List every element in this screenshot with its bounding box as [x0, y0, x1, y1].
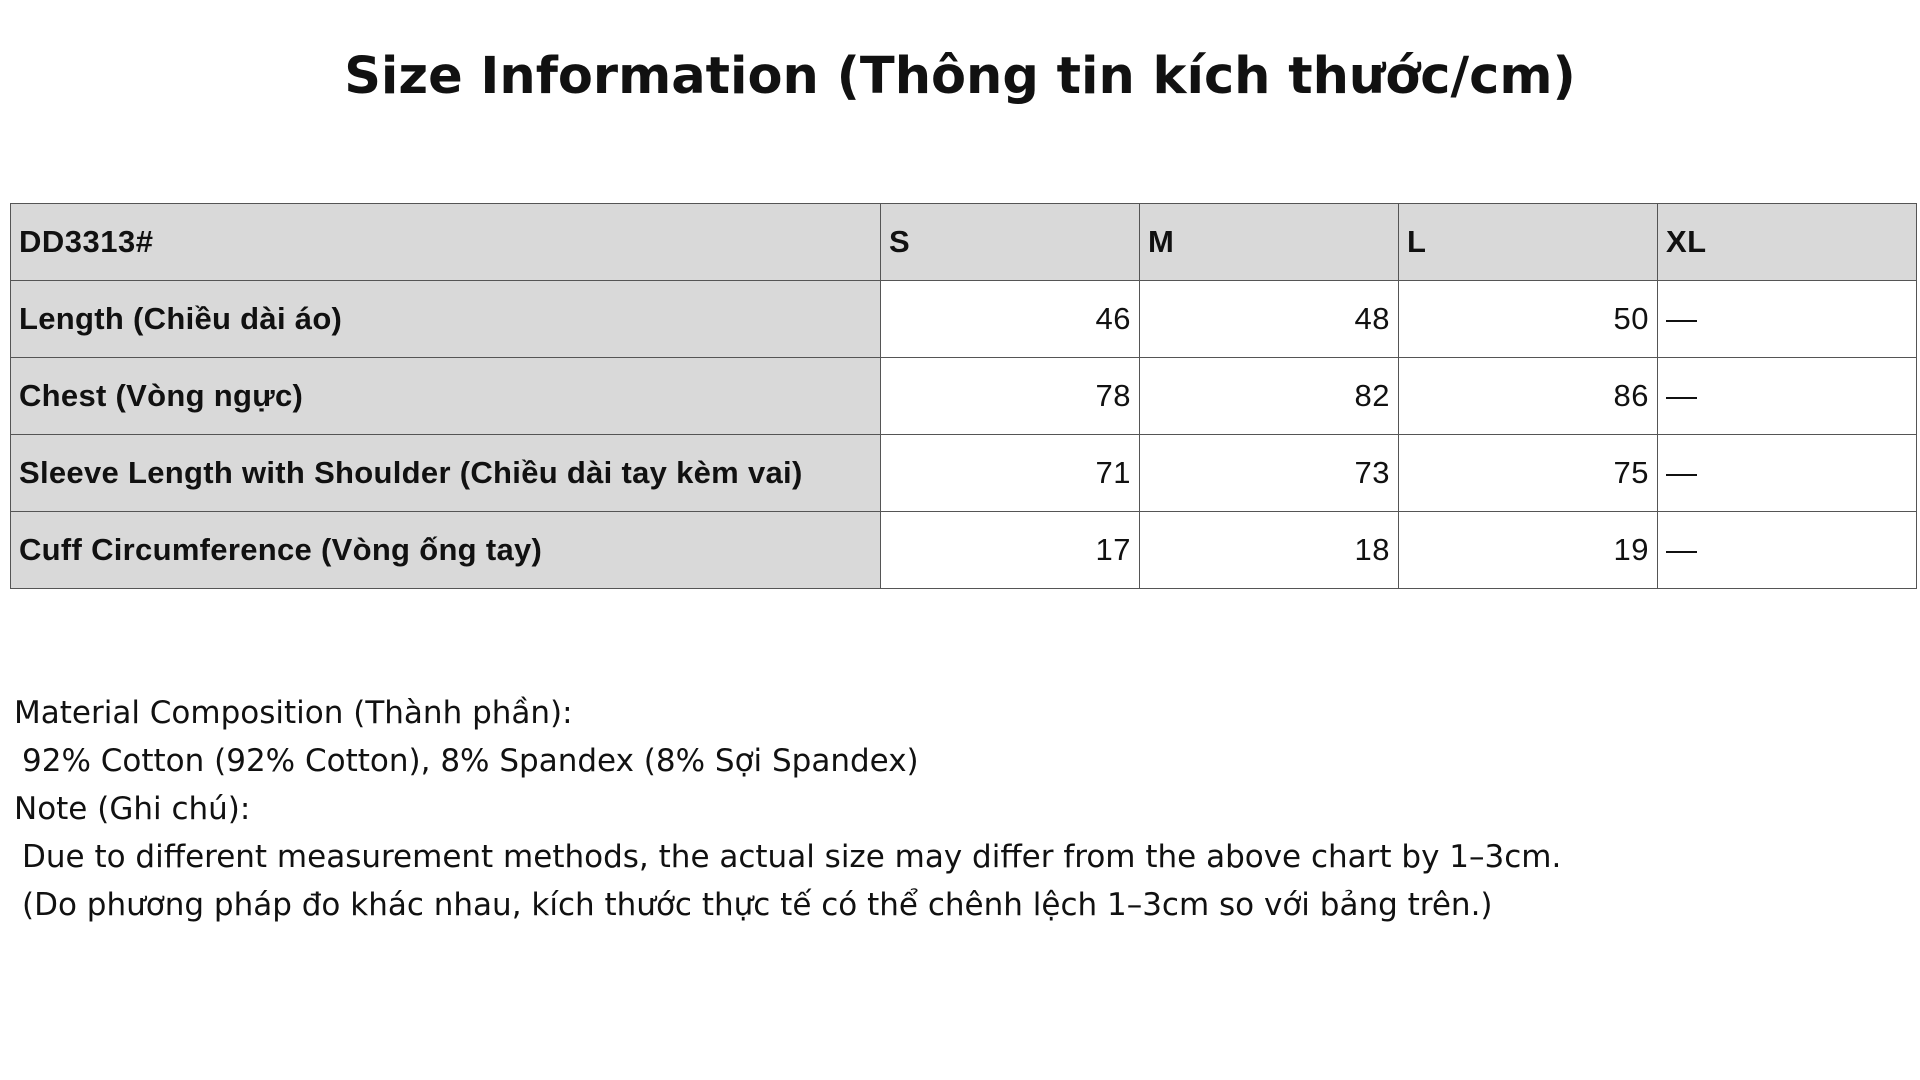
cell-chest-l: 86 [1399, 358, 1658, 435]
header-size-m: M [1140, 204, 1399, 281]
size-table [10, 203, 1917, 589]
row-label-length: Length (Chiều dài áo) [11, 281, 881, 358]
header-size-l: L [1399, 204, 1658, 281]
cell-cuff-s: 17 [881, 512, 1140, 589]
cell-length-m: 48 [1140, 281, 1399, 358]
cell-chest-s: 78 [881, 358, 1140, 435]
cell-chest-m: 82 [1140, 358, 1399, 435]
cell-sleeve-s: 71 [881, 435, 1140, 512]
cell-sleeve-m: 73 [1140, 435, 1399, 512]
header-size-xl: XL [1658, 204, 1917, 281]
notes-section [14, 689, 1894, 929]
cell-cuff-l: 19 [1399, 512, 1658, 589]
header-size-s: S [881, 204, 1140, 281]
cell-length-s: 46 [881, 281, 1140, 358]
table-header-row [11, 204, 1917, 281]
cell-sleeve-l: 75 [1399, 435, 1658, 512]
cell-length-l: 50 [1399, 281, 1658, 358]
row-label-chest: Chest (Vòng ngực) [11, 358, 881, 435]
cell-length-xl: — [1658, 281, 1917, 358]
note-heading: Note (Ghi chú): [14, 791, 251, 827]
table-row [11, 512, 1917, 589]
table-row [11, 435, 1917, 512]
table-row [11, 358, 1917, 435]
cell-chest-xl: — [1658, 358, 1917, 435]
row-label-cuff: Cuff Circumference (Vòng ống tay) [11, 512, 881, 589]
page-title: Size Information (Thông tin kích thước/cm) [344, 47, 1576, 106]
cell-cuff-m: 18 [1140, 512, 1399, 589]
material-text: 92% Cotton (92% Cotton), 8% Spandex (8% Sợi Spandex) [22, 743, 919, 779]
row-label-sleeve-length: Sleeve Length with Shoulder (Chiều dài tay kèm vai) [11, 435, 881, 512]
material-heading: Material Composition (Thành phần): [14, 695, 573, 731]
header-model-code: DD3313# [11, 204, 881, 281]
table-row [11, 281, 1917, 358]
note-text-vi: (Do phương pháp đo khác nhau, kích thước thực tế có thể chênh lệch 1–3cm so với bảng trên.) [22, 887, 1493, 923]
cell-cuff-xl: — [1658, 512, 1917, 589]
cell-sleeve-xl: — [1658, 435, 1917, 512]
note-text-en: Due to different measurement methods, the actual size may differ from the above chart by 1–3cm. [22, 839, 1562, 875]
